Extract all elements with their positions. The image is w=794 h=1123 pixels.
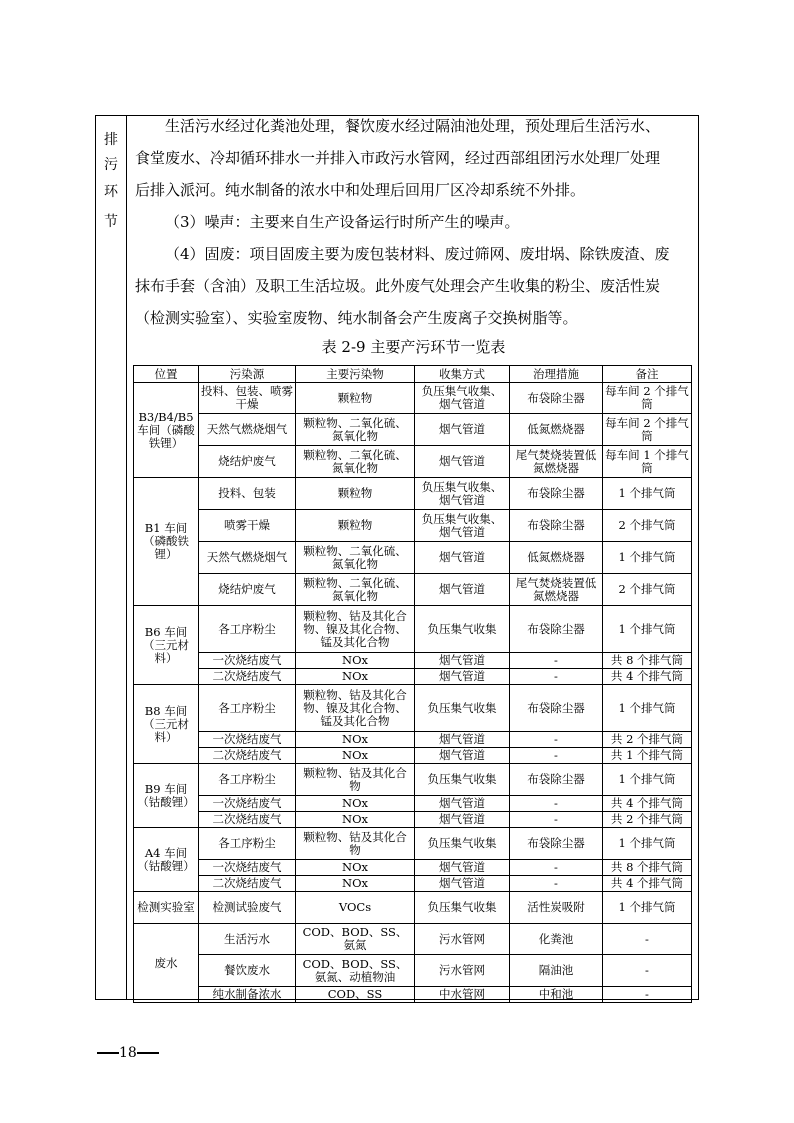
cell-source: 天然气燃烧烟气 [199, 542, 296, 574]
table-row [134, 685, 692, 732]
table-row [134, 446, 692, 478]
cell-note: - [603, 987, 692, 1003]
cell-treatment: - [510, 812, 603, 828]
cell-note: 共 1 个排气筒 [603, 748, 692, 764]
table-row [134, 606, 692, 653]
paragraph-line: 食堂废水、冷却循环排水一并排入市政污水管网，经过西部组团污水处理厂处理 [135, 149, 661, 167]
cell-pollutant: NOx [296, 796, 415, 812]
cell-treatment: - [510, 653, 603, 669]
cell-source: 一次烧结废气 [199, 732, 296, 748]
cell-note: 共 4 个排气筒 [603, 876, 692, 892]
page-footer [97, 1045, 159, 1061]
cell-collection: 负压集气收集 [415, 828, 510, 860]
cell-source: 纯水制备浓水 [199, 987, 296, 1003]
cell-treatment: 布袋除尘器 [510, 764, 603, 796]
cell-treatment: 布袋除尘器 [510, 828, 603, 860]
cell-pollutant: 颗粒物 [296, 478, 415, 510]
cell-pollutant: NOx [296, 876, 415, 892]
cell-collection: 烟气管道 [415, 414, 510, 446]
paragraph-solid-waste [135, 238, 695, 334]
cell-treatment: 尾气焚烧装置低氮燃烧器 [510, 446, 603, 478]
table-row [134, 732, 692, 748]
cell-location: B3/B4/B5车间（磷酸铁锂） [134, 383, 199, 478]
cell-treatment: 布袋除尘器 [510, 383, 603, 414]
cell-collection: 烟气管道 [415, 860, 510, 876]
cell-treatment: - [510, 748, 603, 764]
table-row [134, 860, 692, 876]
cell-note: 共 4 个排气筒 [603, 796, 692, 812]
cell-location: B9 车间（钴酸锂） [134, 764, 199, 828]
table-row [134, 828, 692, 860]
cell-treatment: 中和池 [510, 987, 603, 1003]
cell-note: 共 2 个排气筒 [603, 812, 692, 828]
cell-pollutant: COD、BOD、SS、氨氮 [296, 924, 415, 955]
cell-collection: 中水管网 [415, 987, 510, 1003]
table-row [134, 653, 692, 669]
cell-pollutant: NOx [296, 669, 415, 685]
side-label-char: 环 [104, 184, 118, 200]
cell-pollutant: 颗粒物 [296, 383, 415, 414]
table-row [134, 669, 692, 685]
cell-treatment: - [510, 732, 603, 748]
cell-pollutant: 颗粒物、二氧化硫、氮氧化物 [296, 414, 415, 446]
paragraph-line: 后排入派河。纯水制备的浓水中和处理后回用厂区冷却系统不外排。 [135, 181, 586, 199]
side-label-char: 污 [104, 157, 118, 173]
side-label-column [96, 116, 127, 999]
cell-treatment: - [510, 669, 603, 685]
cell-collection: 负压集气收集、烟气管道 [415, 478, 510, 510]
paragraph-line: （3）噪声：主要来自生产设备运行时所产生的噪声。 [165, 213, 520, 231]
cell-note: 每车间 1 个排气筒 [603, 446, 692, 478]
cell-collection: 烟气管道 [415, 542, 510, 574]
cell-collection: 烟气管道 [415, 796, 510, 812]
cell-note: 2 个排气筒 [603, 574, 692, 606]
cell-pollutant: NOx [296, 732, 415, 748]
cell-treatment: 化粪池 [510, 924, 603, 955]
cell-source: 检测试验废气 [199, 892, 296, 924]
cell-pollutant: NOx [296, 860, 415, 876]
table-row [134, 876, 692, 892]
header-collection: 收集方式 [415, 366, 510, 383]
table-row [134, 924, 692, 955]
cell-source: 各工序粉尘 [199, 828, 296, 860]
cell-source: 一次烧结废气 [199, 796, 296, 812]
paragraph-noise [135, 206, 695, 238]
cell-pollutant: 颗粒物、二氧化硫、氮氧化物 [296, 574, 415, 606]
cell-pollutant: 颗粒物、二氧化硫、氮氧化物 [296, 446, 415, 478]
cell-collection: 负压集气收集 [415, 892, 510, 924]
cell-treatment: - [510, 860, 603, 876]
table-row [134, 796, 692, 812]
cell-source: 投料、包装 [199, 478, 296, 510]
cell-collection: 烟气管道 [415, 669, 510, 685]
cell-source: 二次烧结废气 [199, 812, 296, 828]
table-row [134, 812, 692, 828]
header-treatment: 治理措施 [510, 366, 603, 383]
table-row [134, 955, 692, 987]
cell-note: 1 个排气筒 [603, 478, 692, 510]
table-row [134, 510, 692, 542]
cell-location: 废水 [134, 924, 199, 1003]
cell-pollutant: NOx [296, 812, 415, 828]
table-row [134, 892, 692, 924]
cell-note: 每车间 2 个排气筒 [603, 383, 692, 414]
cell-note: 1 个排气筒 [603, 685, 692, 732]
cell-collection: 烟气管道 [415, 653, 510, 669]
header-pollutant: 主要污染物 [296, 366, 415, 383]
cell-location: B8 车间（三元材料） [134, 685, 199, 764]
table-row [134, 764, 692, 796]
header-source: 污染源 [199, 366, 296, 383]
cell-source: 喷雾干燥 [199, 510, 296, 542]
paragraph-line: （检测实验室）、实验室废物、纯水制备会产生废离子交换树脂等。 [135, 309, 578, 327]
cell-pollutant: NOx [296, 748, 415, 764]
cell-pollutant: NOx [296, 653, 415, 669]
cell-note: 共 2 个排气筒 [603, 732, 692, 748]
cell-source: 烧结炉废气 [199, 574, 296, 606]
paragraph-line: 抹布手套（含油）及职工生活垃圾。此外废气处理会产生收集的粉尘、废活性炭 [135, 277, 661, 295]
cell-source: 一次烧结废气 [199, 653, 296, 669]
cell-treatment: 尾气焚烧装置低氮燃烧器 [510, 574, 603, 606]
cell-location: A4 车间（钴酸锂） [134, 828, 199, 892]
cell-collection: 负压集气收集、烟气管道 [415, 383, 510, 414]
cell-source: 二次烧结废气 [199, 669, 296, 685]
cell-source: 二次烧结废气 [199, 876, 296, 892]
cell-source: 各工序粉尘 [199, 685, 296, 732]
table-header-row [134, 366, 692, 383]
cell-source: 烧结炉废气 [199, 446, 296, 478]
header-note: 备注 [603, 366, 692, 383]
cell-collection: 污水管网 [415, 955, 510, 987]
cell-note: 1 个排气筒 [603, 828, 692, 860]
table-row [134, 383, 692, 414]
cell-note: 1 个排气筒 [603, 764, 692, 796]
page-number: 18 [119, 1045, 137, 1061]
paragraph-wastewater [135, 110, 695, 206]
paragraph-line: （4）固废：项目固废主要为废包装材料、废过筛网、废坩埚、除铁废渣、废 [165, 245, 670, 263]
table-row [134, 574, 692, 606]
cell-collection: 负压集气收集 [415, 606, 510, 653]
cell-source: 餐饮废水 [199, 955, 296, 987]
cell-treatment: 布袋除尘器 [510, 685, 603, 732]
cell-treatment: 布袋除尘器 [510, 510, 603, 542]
cell-source: 各工序粉尘 [199, 606, 296, 653]
cell-source: 生活污水 [199, 924, 296, 955]
cell-note: 1 个排气筒 [603, 606, 692, 653]
pollution-table [133, 365, 692, 1003]
page-frame [95, 115, 699, 1000]
cell-pollutant: 颗粒物、钴及其化合物、镍及其化合物、锰及其化合物 [296, 685, 415, 732]
cell-note: 共 8 个排气筒 [603, 653, 692, 669]
cell-treatment: 隔油池 [510, 955, 603, 987]
paragraph-line: 生活污水经过化粪池处理，餐饮废水经过隔油池处理，预处理后生活污水、 [165, 117, 661, 135]
footer-dash [97, 1052, 119, 1054]
table-row [134, 748, 692, 764]
table-row [134, 542, 692, 574]
cell-collection: 烟气管道 [415, 748, 510, 764]
cell-collection: 污水管网 [415, 924, 510, 955]
cell-source: 投料、包装、喷雾干燥 [199, 383, 296, 414]
cell-pollutant: 颗粒物、钴及其化合物 [296, 764, 415, 796]
cell-source: 天然气燃烧烟气 [199, 414, 296, 446]
cell-pollutant: 颗粒物 [296, 510, 415, 542]
cell-note: 1 个排气筒 [603, 542, 692, 574]
cell-pollutant: COD、SS [296, 987, 415, 1003]
cell-collection: 烟气管道 [415, 812, 510, 828]
cell-pollutant: COD、BOD、SS、氨氮、动植物油 [296, 955, 415, 987]
cell-pollutant: 颗粒物、钴及其化合物、镍及其化合物、锰及其化合物 [296, 606, 415, 653]
footer-dash [137, 1052, 159, 1054]
cell-collection: 负压集气收集 [415, 764, 510, 796]
cell-note: 共 8 个排气筒 [603, 860, 692, 876]
cell-pollutant: VOCs [296, 892, 415, 924]
header-location: 位置 [134, 366, 199, 383]
cell-note: 1 个排气筒 [603, 892, 692, 924]
cell-note: 每车间 2 个排气筒 [603, 414, 692, 446]
cell-collection: 负压集气收集 [415, 685, 510, 732]
cell-location: B1 车间（磷酸铁锂） [134, 478, 199, 606]
cell-collection: 烟气管道 [415, 732, 510, 748]
cell-treatment: 布袋除尘器 [510, 478, 603, 510]
table-body [134, 383, 692, 1003]
cell-location: B6 车间（三元材料） [134, 606, 199, 685]
table-caption: 表 2-9 主要产污环节一览表 [321, 338, 506, 356]
cell-source: 二次烧结废气 [199, 748, 296, 764]
side-label-char: 节 [104, 214, 118, 230]
cell-treatment: 活性炭吸附 [510, 892, 603, 924]
cell-treatment: - [510, 796, 603, 812]
cell-source: 一次烧结废气 [199, 860, 296, 876]
cell-treatment: 低氮燃烧器 [510, 542, 603, 574]
cell-source: 各工序粉尘 [199, 764, 296, 796]
side-label-char: 排 [104, 132, 118, 148]
cell-collection: 烟气管道 [415, 876, 510, 892]
cell-note: 共 4 个排气筒 [603, 669, 692, 685]
cell-pollutant: 颗粒物、二氧化硫、氮氧化物 [296, 542, 415, 574]
table-row [134, 987, 692, 1003]
cell-treatment: - [510, 876, 603, 892]
cell-treatment: 低氮燃烧器 [510, 414, 603, 446]
cell-collection: 负压集气收集、烟气管道 [415, 510, 510, 542]
table-row [134, 414, 692, 446]
cell-location: 检测实验室 [134, 892, 199, 924]
cell-pollutant: 颗粒物、钴及其化合物 [296, 828, 415, 860]
table-row [134, 478, 692, 510]
cell-note: 2 个排气筒 [603, 510, 692, 542]
cell-collection: 烟气管道 [415, 574, 510, 606]
cell-treatment: 布袋除尘器 [510, 606, 603, 653]
cell-collection: 烟气管道 [415, 446, 510, 478]
cell-note: - [603, 955, 692, 987]
cell-note: - [603, 924, 692, 955]
